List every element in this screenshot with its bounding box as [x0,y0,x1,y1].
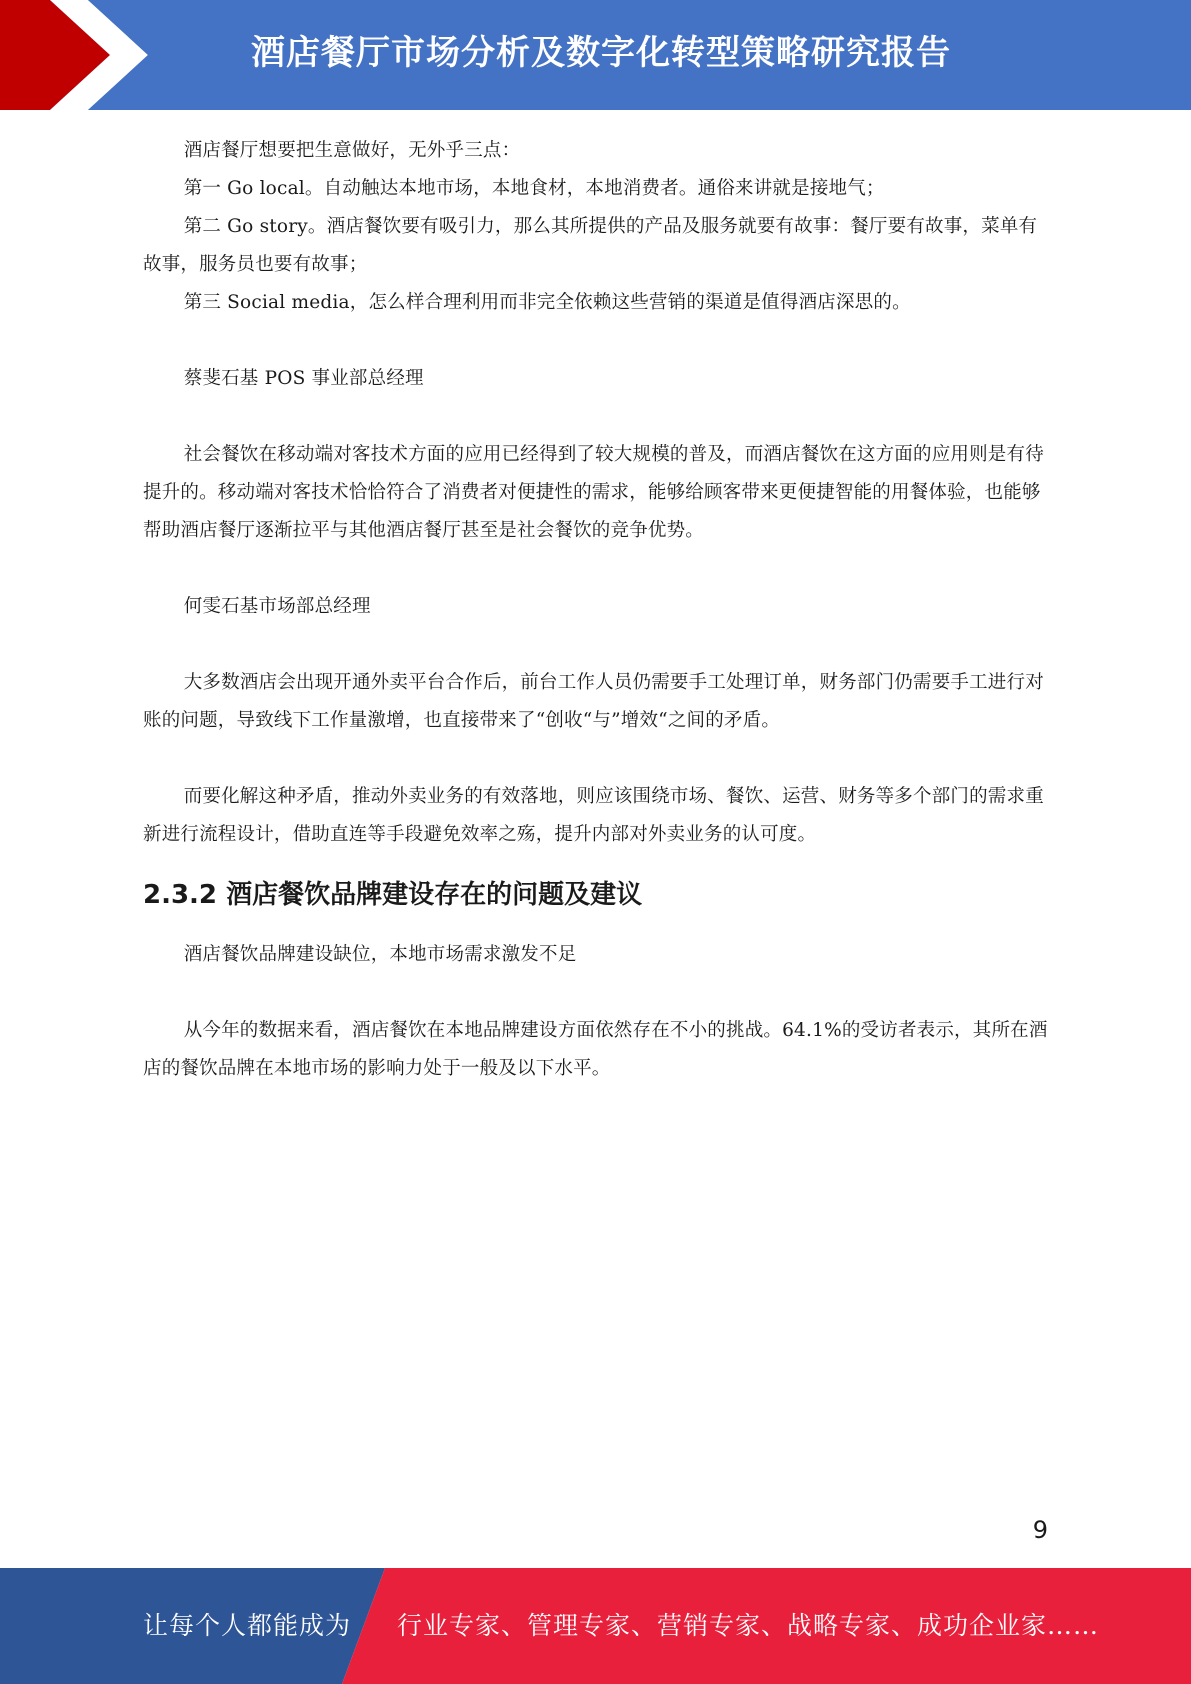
header-arrow-icon [0,0,160,110]
footer-slogan-right: 行业专家、管理专家、营销专家、战略专家、成功企业家…… [397,1611,1100,1640]
paragraph: 酒店餐饮品牌建设缺位，本地市场需求激发不足 [183,944,577,965]
paragraph: 第一 Go local。自动触达本地市场，本地食材，本地消费者。通俗来讲就是接地气； [183,178,885,199]
paragraph: 第三 Social media，怎么样合理利用而非完全依赖这些营销的渠道是值得酒店深思的。 [183,292,911,313]
header-band [0,0,1191,110]
paragraph: 而要化解这种矛盾，推动外卖业务的有效落地，则应该围绕市场、餐饮、运营、财务等多个部门的需求重新进行流程设计，借助直连等手段避免效率之殇，提升内部对外卖业务的认可度。 [143,786,1044,845]
paragraph: 社会餐饮在移动端对客技术方面的应用已经得到了较大规模的普及，而酒店餐饮在这方面的应用则是有待提升的。移动端对客技术恰恰符合了消费者对便捷性的需求，能够给顾客带来更便捷智能的用餐体验，也能够帮助酒店餐厅逐渐拉平与其他酒店餐厅甚至是社会餐饮的竞争优势。 [143,444,1044,541]
document-body [143,132,1048,1088]
section-heading: 2.3.2 酒店餐饮品牌建设存在的问题及建议 [143,880,643,910]
speaker-attribution: 何雯石基市场部总经理 [183,596,371,617]
paragraph: 从今年的数据来看，酒店餐饮在本地品牌建设方面依然存在不小的挑战。64.1%的受访者表示，其所在酒店的餐饮品牌在本地市场的影响力处于一般及以下水平。 [143,1020,1048,1079]
paragraph: 酒店餐厅想要把生意做好，无外乎三点： [183,140,521,161]
footer-slogan-left: 让每个人都能成为 [143,1611,352,1640]
footer-band [0,1568,1191,1684]
page-number: 9 [1032,1516,1048,1544]
report-title: 酒店餐厅市场分析及数字化转型策略研究报告 [251,33,951,73]
paragraph: 第二 Go story。酒店餐饮要有吸引力，那么其所提供的产品及服务就要有故事：餐厅要有故事，菜单有故事，服务员也要有故事； [143,216,1038,275]
speaker-attribution: 蔡斐石基 POS 事业部总经理 [183,368,424,389]
paragraph: 大多数酒店会出现开通外卖平台合作后，前台工作人员仍需要手工处理订单，财务部门仍需要手工进行对账的问题，导致线下工作量激增，也直接带来了“创收“与”增效“之间的矛盾。 [143,672,1044,731]
